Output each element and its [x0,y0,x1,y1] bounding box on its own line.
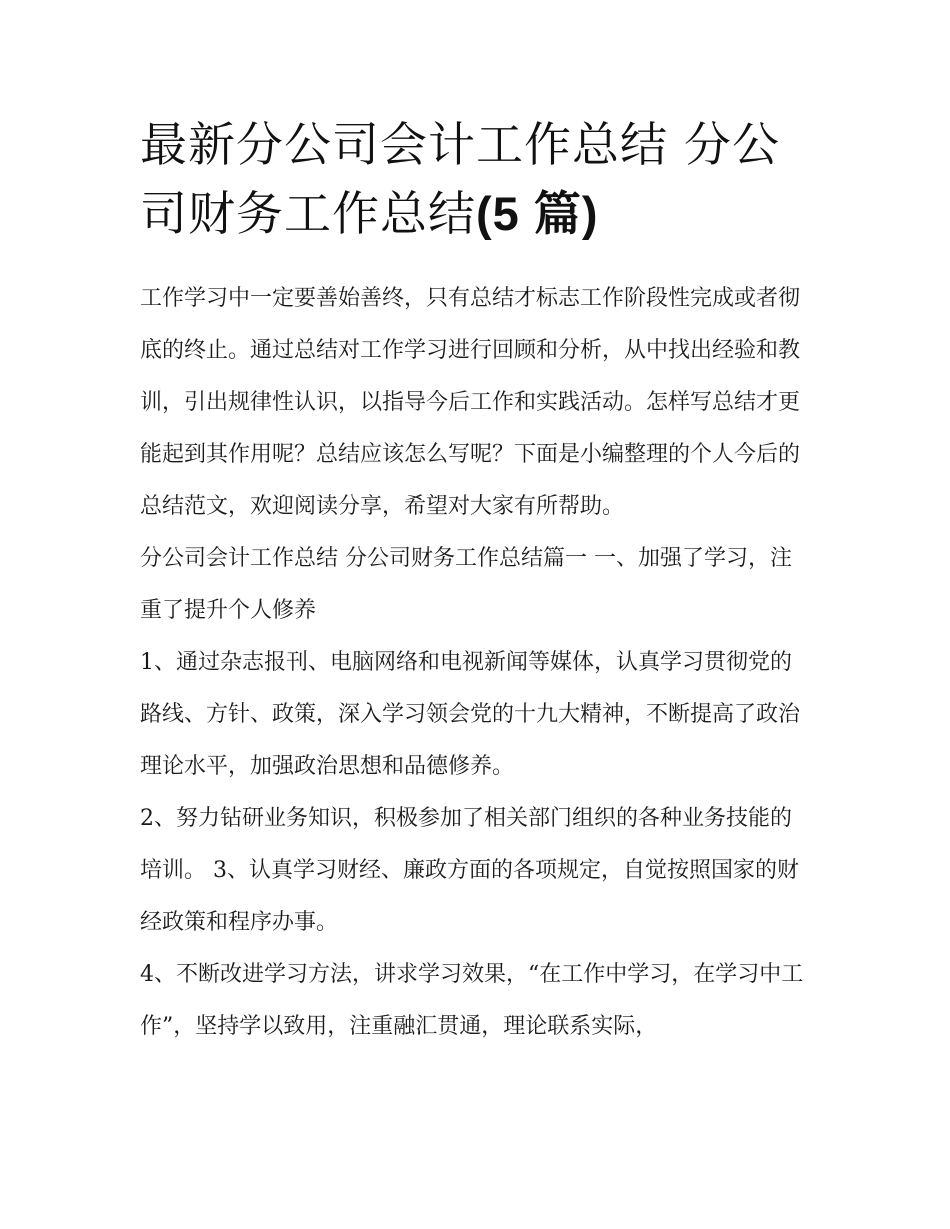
title-main: 最新分公司会计工作总结 分公司财务工作总结 [140,118,780,242]
paragraph-item-2-3: 2、努力钻研业务知识，积极参加了相关部门组织的各种业务技能的培训。 3、认真学习财经、廉政方面的各项规定，自觉按照国家的财经政策和程序办事。 [140,806,799,935]
paragraph-item-1: 1、通过杂志报刊、电脑网络和电视新闻等媒体，认真学习贯彻党的路线、方针、政策，深入学习领会党的十九大精神，不断提高了政治理论水平，加强政治思想和品德修养。 [140,650,801,779]
title-suffix: (5 篇) [476,187,599,240]
paragraph-intro: 工作学习中一定要善始善终，只有总结才标志工作阶段性完成或者彻底的终止。通过总结对工作学习进行回顾和分析，从中找出经验和教训，引出规律性认识，以指导今后工作和实践活动。怎样写总结才更能起到其作用呢？总结应该怎么写呢？下面是小编整理的个人今后的总结范文，欢迎阅读分享，希望对大家有所帮助。 [140,286,801,519]
paragraph-section-heading: 分公司会计工作总结 分公司财务工作总结篇一 一、加强了学习，注重了提升个人修养 [140,546,792,623]
document-title [140,112,812,249]
paragraph-item-4: 4、不断改进学习方法，讲求学习效果，“在工作中学习，在学习中工作”，坚持学以致用，注重融汇贯通，理论联系实际， [140,962,804,1039]
